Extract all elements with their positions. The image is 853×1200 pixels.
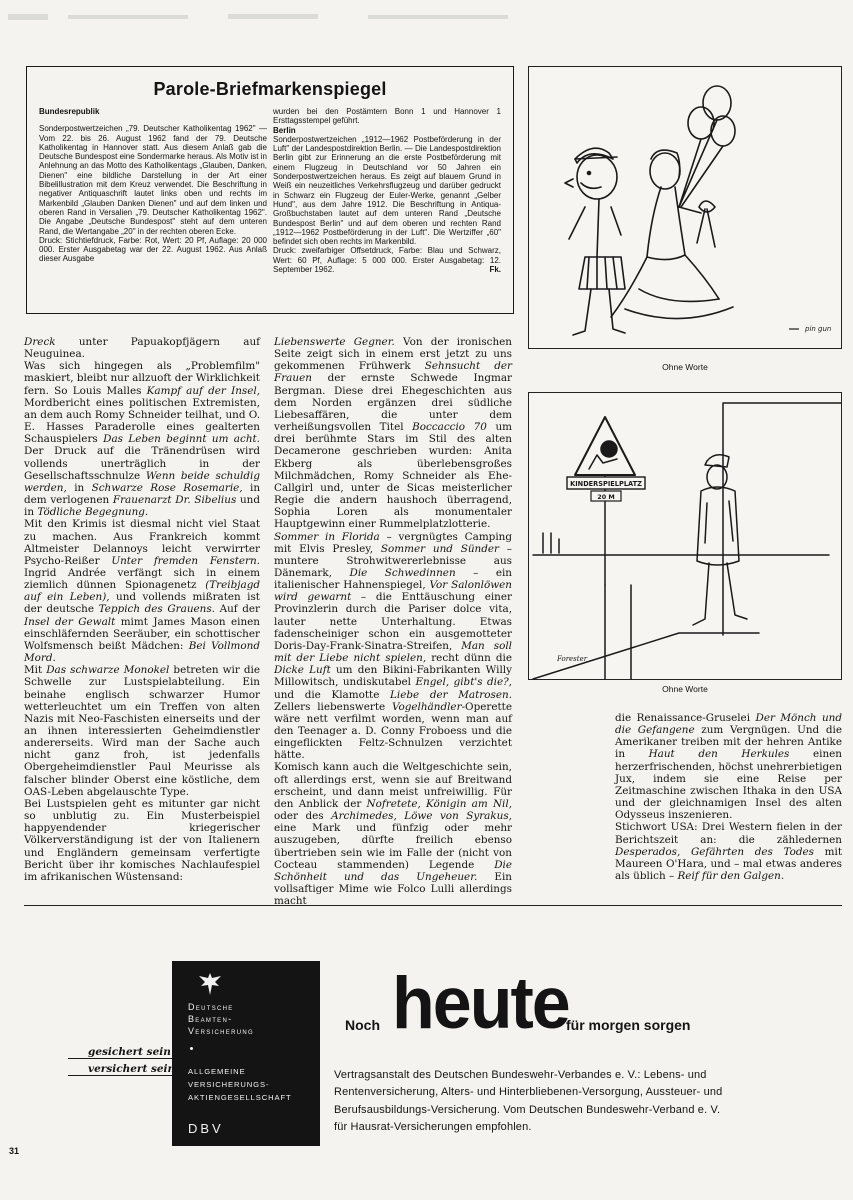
article-column-3 bbox=[615, 712, 842, 882]
article-paragraph: Mit Das schwarze Monokel betreten wir die Schwelle zur Lustspielabteilung. Ein beinahe englisch schwarzer Humor wetterleuchtet um ein Treffen von alten Nazis mit Neo-Faschisten einerseits und der an ihnen interessierten Geheimdienstler andererseits. Wird man der Sache auch nicht ganz froh, ist jedenfalls Obergeheimdienstler Paul Meurisse als falscher blinder Oberst eine köstliche, dem OAS-Leben abgelauschte Type. bbox=[24, 664, 260, 798]
parole-right-column bbox=[273, 107, 501, 274]
ad-company-line-2: Beamten- bbox=[188, 1014, 233, 1024]
cartoon2-signature: Forester bbox=[557, 655, 588, 663]
article-column-1 bbox=[24, 336, 260, 883]
article-column-2 bbox=[274, 336, 512, 907]
ad-sub-line-1: ALLGEMEINE bbox=[188, 1067, 246, 1076]
cartoon-playground-sign bbox=[528, 392, 842, 680]
bleed-through-header bbox=[8, 10, 608, 26]
eagle-icon bbox=[197, 971, 223, 997]
article-paragraph: Liebenswerte Gegner. Von der ironischen Seite zeigt sich in einem erst jetzt zu uns gekommenen Frühwerk Sehnsucht der Frauen der ernste Schwede Ingmar Bergman. Diese drei Ehegeschichten aus dem Norden ergänzen drei südliche Liebesaffären, die unter dem verheißungsvollen Titel Boccaccio 70 um drei berühmte Stars im Stil des alten Decamerone geschrieben wurden: Anita Ekberg als überlebensgroßes Milchmädchen, Romy Schneider als Ehe-Callgirl und, unter de Sicas meisterlicher Regie die andern haushoch überragend, Sophia Loren als monumentaler Hauptgewinn einer Rummelplatzlotterie. bbox=[274, 336, 513, 531]
article-paragraph: Stichwort USA: Drei Western fielen in der Berichtszeit an: die zähledernen Desperados, Gefährten des Todes mit Maureen O'Hara, und – mal etwas anderes als üblich – Reif für den Galgen. bbox=[615, 821, 842, 883]
article-paragraph: Dreck unter Papuakopfjägern auf Neuguinea. bbox=[24, 336, 260, 361]
parole-left-heading: Bundesrepublik bbox=[39, 107, 100, 116]
cartoon-couple-balloons bbox=[528, 66, 842, 349]
page-number: 31 bbox=[9, 1146, 20, 1156]
parole-left-column bbox=[39, 107, 267, 264]
parole-left-print: Druck: Stichtiefdruck, Farbe: Rot, Wert: 20 Pf, Auflage: 20 000 000. Erster Ausgabetag war der 22. August 1962. Aus Anlaß dieser Ausgabe bbox=[39, 235, 267, 264]
parole-stamp-box bbox=[26, 66, 514, 314]
ad-dbv-abbreviation: DBV bbox=[188, 1121, 224, 1136]
cartoon-couple-illustration bbox=[529, 67, 841, 348]
cartoon1-caption: Ohne Worte bbox=[662, 362, 708, 372]
parole-signature: Fk. bbox=[489, 265, 501, 275]
playground-sign-text: KINDERSPIELPLATZ bbox=[570, 480, 642, 488]
ad-noch: Noch bbox=[345, 1017, 380, 1033]
parole-right-print: Druck: zweifarbiger Offsetdruck, Farbe: Blau und Schwarz, Wert: 60 Pf, Auflage: 5 000 000. Erster Ausgabetag: 12. September 1962. bbox=[273, 246, 501, 275]
ad-underline-2 bbox=[68, 1075, 172, 1076]
ad-handwritten-line-2: versichert sein bbox=[88, 1063, 176, 1075]
article-paragraph: Was sich hingegen als „Problemfilm" maskiert, bleibt nur allzuoft der Wirklichkeit fern. So Louis Malles Kampf auf der Insel, Mordbericht eines politischen Extremisten, an dem auch Romy Schneider teilhat, und O. E. Hasses Paraderolle eines gealterten Schauspielers Das Leben beginnt um acht. Der Druck auf die Tränendrüsen wird vollends unerträglich in der Gesellschaftsschnulze Wenn beide schuldig werden, in Schwarze Rose Rosemarie, in dem verlogenen Frauenarzt Dr. Sibelius und in Tödliche Begegnung. bbox=[24, 360, 261, 519]
parole-title: Parole-Briefmarkenspiegel bbox=[153, 79, 387, 99]
section-divider bbox=[24, 905, 842, 906]
ad-underline-1 bbox=[68, 1058, 172, 1059]
article-paragraph: die Renaissance-Gruselei Der Mönch und die Gefangene zum Vergnügen. Und die Amerikaner treiben mit der hehren Antike in Haut den Herkules einen herzerfrischenden, höchst unehrerbietigen Jux, indem sie eine Reise per Zeitmaschine zwischen Ithaka in den USA und der gleichnamigen Insel des alten Odysseus inszenieren. bbox=[615, 712, 843, 822]
ad-sub-line-2: VERSICHERUNGS- bbox=[188, 1080, 270, 1089]
cartoon1-signature: pin gun bbox=[805, 325, 832, 333]
ad-company-line-1: Deutsche bbox=[188, 1002, 234, 1012]
ad-heute-headline: heute bbox=[392, 962, 569, 1044]
ad-handwritten-line-1: gesichert sein bbox=[88, 1046, 171, 1058]
ad-slogan: für morgen sorgen bbox=[566, 1017, 691, 1033]
article-paragraph: Mit den Krimis ist diesmal nicht viel Staat zu machen. Aus Frankreich kommt Altmeister Delannoys leicht verwirrter Psycho-Reißer Unter fremden Fenstern. Ingrid Andrée verfängt sich in einem ziemlich dünnen Spionagenetz (Treibjagd auf ein Leben), und vollends mißraten ist der deutsche Teppich des Grauens. Auf der Insel der Gewalt mimt James Mason einen einschläfernden Seeräuber, ein schottischer Wolfsmensch beißt Mädchen: Bei Vollmond Mord. bbox=[24, 518, 260, 665]
cartoon-playground-illustration bbox=[529, 393, 841, 679]
ad-sub-line-3: AKTIENGESELLSCHAFT bbox=[188, 1093, 292, 1102]
article-paragraph: Sommer in Florida – vergnügtes Camping mit Elvis Presley, Sommer und Sünder – muntere Strohwitwererlebnisse aus Dänemark, Die Schwedinnen – ein italienischer Hahnenspiegel, Vor Salonlöwen wird gewarnt – die Enttäuschung einer Provinzlerin durch die Pariser dolce vita, lauter nette Unterhaltung. Etwas fadenscheiniger schon ein ausgemotteter Doris-Day-Frank-Sinatra-Streifen, Man soll mit der Liebe nicht spielen, recht dünn die Dicke Luft um den Bikini-Fabrikanten Willy Millowitsch, undiskutabel Engel, gibt's die?, und die Klamotte Liebe der Matrosen. Zellers liebenswerte Vogelhändler-Operette wäre nett verfilmt worden, wenn man auf den Teenager a. D. Conny Froboess und die eingeflickten Feltz-Schnulzen verzichtet hätte. bbox=[274, 530, 512, 762]
ad-dot bbox=[190, 1047, 193, 1050]
parole-left-text: Sonderpostwertzeichen „79. Deutscher Katholikentag 1962" — Vom 22. bis 26. August 1962 fand der 79. Deutsche Katholikentag in Hannover statt. Aus diesem Anlaß gab die Deutsche Bundespost eine Sondermarke heraus. Als Motiv ist in Anlehnung an das Motto des Katholikentags „Glauben, Danken, Dienen" eine bildliche Darstellung in der Art einer Bibelillustration mit dem Kreuz verwendet. Die Beschriftung in negativer Antiquaschrift lautet links oben und rechts im Markenbild „Glauben Danken Dienen" und auf dem linken und oberen Rand in Versalien „79. Deutscher Katholikentag 1962". Die Angabe „Deutsche Bundespost" steht auf dem unteren Rand, die Wertangabe „20" in der rechten oberen Ecke. bbox=[39, 124, 267, 236]
parole-right-intro: wurden bei den Postämtern Bonn 1 und Hannover 1 Ersttagsstempel geführt. bbox=[273, 107, 501, 126]
parole-right-heading: Berlin bbox=[273, 125, 296, 135]
playground-distance-text: 20 M bbox=[597, 493, 615, 501]
cartoon2-caption: Ohne Worte bbox=[662, 684, 708, 694]
parole-right-text: Sonderpostwertzeichen „1912—1962 Postbeförderung in der Luft" der Landespostdirektion Berlin. — Die Landespostdirektion Berlin gibt zur Erinnerung an die erste Postbeförderung mit einem Flugzeug in Deutschland vor 50 Jahren ein Sonderpostwertzeichen heraus. Es zeigt auf blauem Grund in Weiß ein neuzeitliches Verkehrsflugzeug und darüber gedruckt in Schwarz ein Flugzeug der Euler-Werke, genannt „Gelber Hund", aus dem Jahre 1912. Die Beschriftung in Antiqua-Großbuchstaben lautet auf dem unteren Rand „Deutsche Bundespost Berlin" und auf dem oberen und rechten Rand „1912—1962 Postbeförderung in der Luft". Die Wertziffer „60" befindet sich oben rechts im Markenbild. bbox=[273, 134, 501, 247]
dbv-logo-block bbox=[172, 961, 320, 1146]
article-paragraph: Bei Lustspielen geht es mitunter gar nicht so unblutig zu. Ein Musterbeispiel happyendender kriegerischer Völkerverständigung ist der von Italienern und Engländern gemeinsam verfertigte Bericht über ihr komisches Nachlaufespiel im afrikanischen Wüstensand: bbox=[24, 797, 260, 883]
article-paragraph: Komisch kann auch die Weltgeschichte sein, oft allerdings erst, wenn sie auf Breitwand erscheint, und dann meist unfreiwillig. Für den Anblick der Nofretete, Königin am Nil, oder des Archimedes, Löwe von Syrakus, eine Mark und fünfzig oder mehr auszugeben, dürfte freilich ebenso übertrieben sein wie im Falle der (nicht von Cocteau stammenden) Legende Die Schönheit und das Ungeheuer. Ein vollsaftiger Mime wie Folco Lulli allerdings macht bbox=[274, 761, 512, 908]
ad-company-line-3: Versicherung bbox=[188, 1026, 254, 1036]
ad-body-text: Vertragsanstalt des Deutschen Bundeswehr-Verbandes e. V.: Lebens- und Rentenversicherung, Alters- und Hinterbliebenen-Versorgung, Aussteuer- und Berufsausbildungs-Versicherung. Vom Deutschen Bundeswehr-Verband e. V. für Hausrat-Versicherungen empfohlen. bbox=[334, 1069, 723, 1133]
